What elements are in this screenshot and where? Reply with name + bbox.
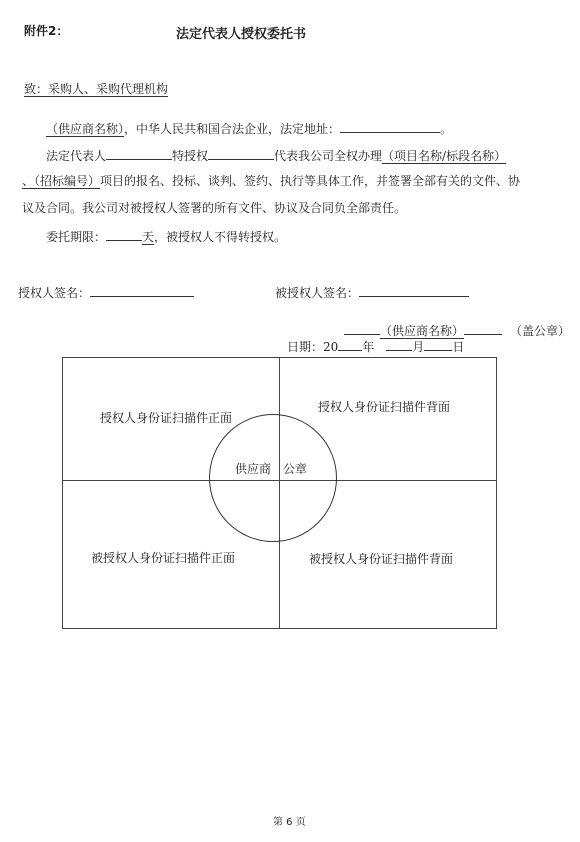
legal-rep-blank[interactable] (106, 145, 172, 160)
day-label: 日 (452, 340, 465, 354)
supplier-blank-right[interactable] (464, 320, 502, 335)
year-blank[interactable] (338, 336, 362, 351)
legal-rep-label: 法定代表人 (46, 149, 107, 163)
seal-label: （盖公章） (510, 324, 571, 338)
term-text: ，被授权人不得转授权。 (154, 230, 287, 244)
paragraph-authorization-line1 (46, 145, 506, 164)
grantee-signature (275, 282, 469, 301)
seal-supplier-text: 供应商 (235, 462, 272, 476)
page-number: 第 6 页 (273, 817, 306, 828)
project-name-placeholder: （项目名称/标段名称） (382, 149, 507, 163)
addressee-text: 致：采购人、采购代理机构 (24, 82, 169, 96)
day-blank[interactable] (424, 336, 452, 351)
term-days-blank[interactable] (106, 226, 142, 241)
annex-label: 附件2： (24, 24, 69, 38)
grantee-signature-blank[interactable] (359, 282, 469, 297)
authorized-person-blank[interactable] (208, 145, 274, 160)
paragraph1-end: 。 (440, 122, 453, 136)
grantor-signature (18, 282, 194, 301)
date-label: 日期：20 (287, 340, 339, 354)
legal-address-blank[interactable] (340, 118, 440, 133)
seal-circle (209, 414, 337, 542)
tender-number-placeholder: 、（招标编号） (22, 174, 101, 188)
grantee-id-back-label: 被授权人身份证扫描件背面 (309, 552, 454, 566)
grantee-id-front-label: 被授权人身份证扫描件正面 (91, 551, 236, 565)
year-label: 年 (362, 340, 375, 354)
paragraph1-text: ，中华人民共和国合法企业，法定地址： (124, 122, 341, 136)
addressee (24, 80, 168, 97)
term-unit: 天 (142, 230, 155, 244)
represent-text: 代表我公司全权办理 (274, 149, 383, 163)
paragraph2-rest1: 项目的报名、投标、谈判、签约、执行等具体工作，并签署全部有关的文件、协 (100, 174, 521, 188)
grantor-signature-label: 授权人签名： (18, 286, 91, 300)
term-line (46, 226, 286, 245)
supplier-blank-left[interactable] (344, 320, 380, 335)
grantor-signature-blank[interactable] (90, 282, 194, 297)
page-title: 法定代表人授权委托书 (176, 27, 307, 42)
term-label: 委托期限： (46, 230, 107, 244)
seal-stamp-text: 公章 (283, 462, 308, 476)
grantee-signature-label: 被授权人签名： (275, 286, 360, 300)
date-line (287, 336, 464, 355)
paragraph-authorization-line3: 议及合同。我公司对被授权人签署的所有文件、协议及合同负全部责任。 (22, 201, 407, 215)
grantor-id-front-label: 授权人身份证扫描件正面 (100, 411, 233, 425)
month-blank[interactable] (386, 336, 412, 351)
company-supplier-name: （供应商名称） (380, 324, 465, 338)
month-label: 月 (412, 340, 425, 354)
grantor-id-back-label: 授权人身份证扫描件背面 (318, 400, 451, 414)
paragraph-authorization-line2 (22, 172, 520, 189)
special-authorize-label: 特授权 (172, 149, 209, 163)
id-scan-grid (62, 357, 497, 629)
paragraph-supplier (46, 118, 452, 137)
supplier-name-placeholder: （供应商名称） (46, 122, 125, 136)
